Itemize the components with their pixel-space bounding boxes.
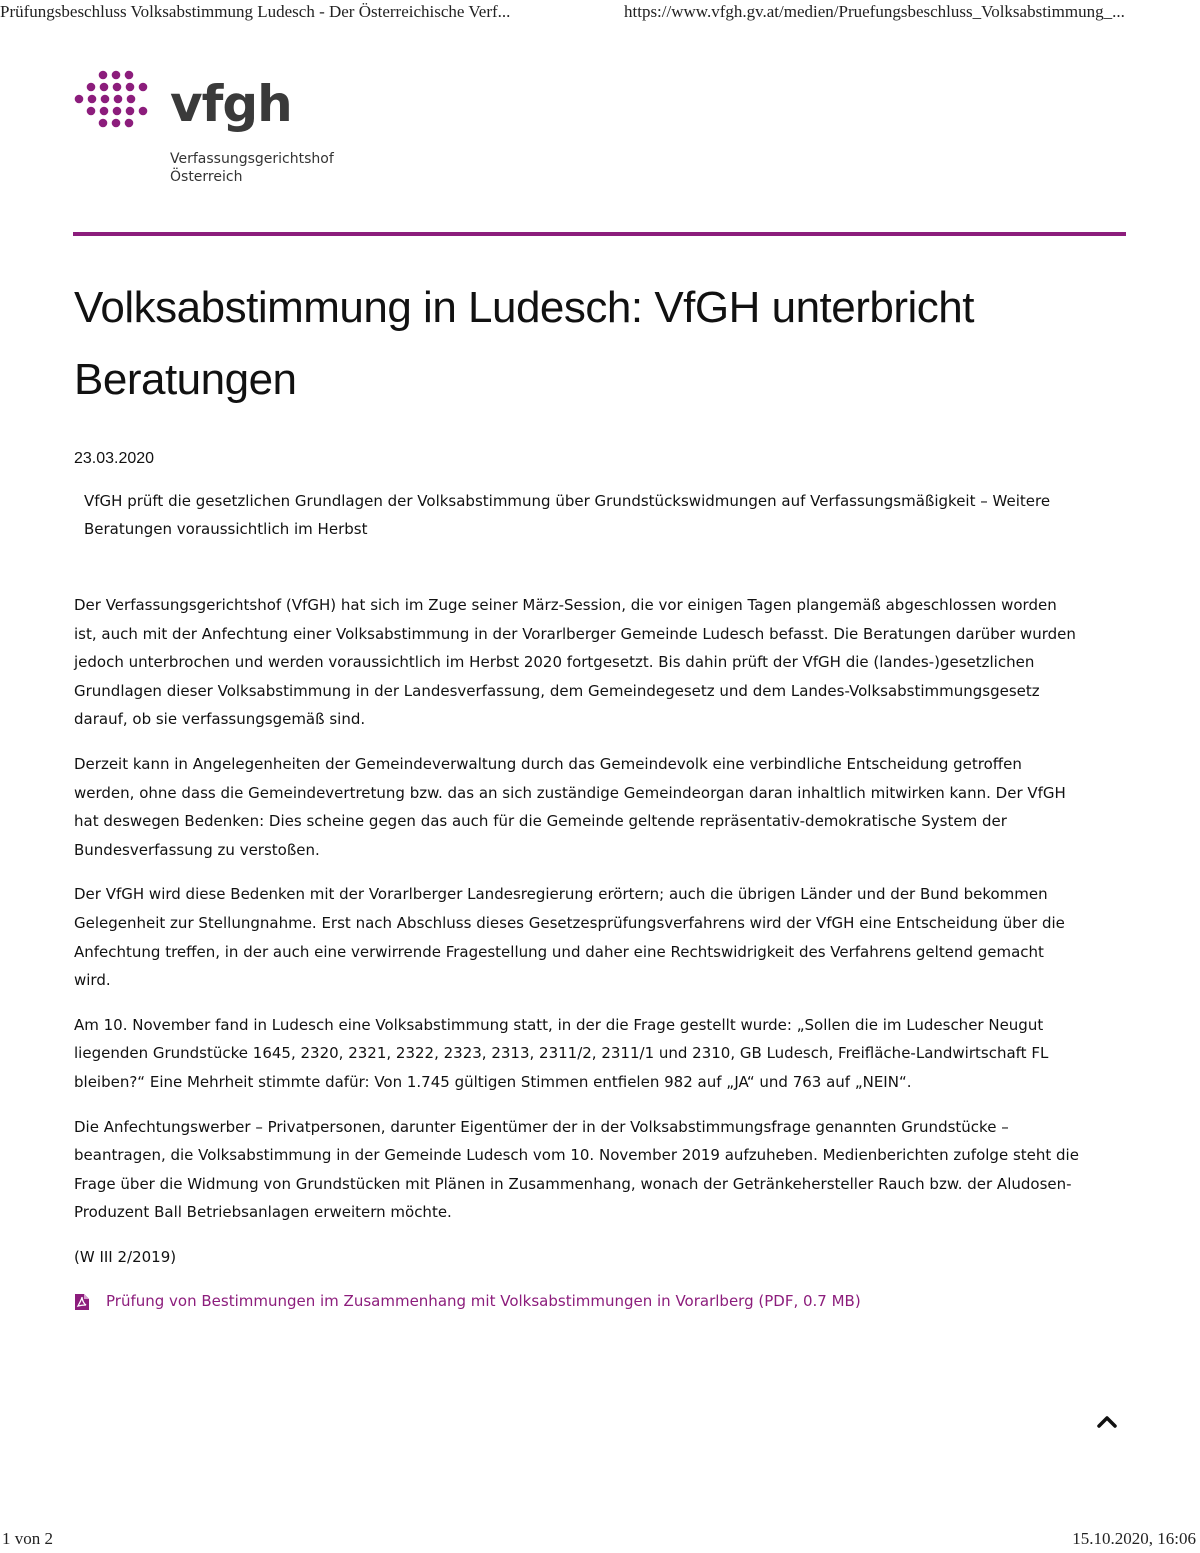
header-divider xyxy=(73,232,1126,236)
chevron-up-icon xyxy=(1094,1410,1120,1432)
print-datetime: 15.10.2020, 16:06 xyxy=(1072,1529,1196,1548)
article-paragraph: Der Verfassungsgerichtshof (VfGH) hat sich im Zuge seiner März-Session, die vor einigen Tagen plangemäß abgeschlossen worden ist, auch mit der Anfechtung einer Volksabstimmung in der Vorarlberger Gemeinde Ludesch befasst. Die Beratungen darüber wurden jedoch unterbrochen und werden voraussichtlich im Herbst 2020 fortgesetzt. Bis dahin prüft der VfGH die (landes-)gesetzlichen Grundlagen dieser Volksabstimmung in der Landesverfassung, dem Gemeindegesetz und dem Landes-Volksabstimmungsgesetz darauf, ob sie verfassungsgemäß sind. xyxy=(74,596,1076,729)
logo-wordmark: vfgh xyxy=(170,75,292,133)
print-footer xyxy=(0,1525,1200,1553)
back-to-top-button[interactable] xyxy=(1094,1410,1120,1432)
pdf-link-label: Prüfung von Bestimmungen im Zusammenhang mit Volksabstimmungen in Vorarlberg (PDF, 0.7 MB) xyxy=(106,1292,861,1311)
pdf-download-link[interactable] xyxy=(74,1287,1084,1316)
print-header xyxy=(0,0,1200,24)
logo-subtitle-line2: Österreich xyxy=(170,169,243,185)
logo-dots-icon xyxy=(74,70,154,132)
article-paragraph: Derzeit kann in Angelegenheiten der Gemeindeverwaltung durch das Gemeindevolk eine verbindliche Entscheidung getroffen werden, ohne dass die Gemeindevertretung bzw. das an sich zuständige Gemeindeorgan daran inhaltlich mitwirken kann. Der VfGH hat deswegen Bedenken: Dies scheine gegen das auch für die Gemeinde geltende repräsentativ-demokratische System der Bundesverfassung zu verstoßen. xyxy=(74,754,1066,859)
article-body xyxy=(74,591,1084,1316)
logo-subtitle-line1: Verfassungsgerichtshof xyxy=(170,151,334,167)
print-header-url: https://www.vfgh.gv.at/medien/Pruefungsbeschluss_Volksabstimmung_... xyxy=(624,2,1125,21)
vfgh-logo[interactable] xyxy=(74,70,374,190)
pdf-icon xyxy=(74,1293,90,1311)
print-header-title: Prüfungsbeschluss Volksabstimmung Ludesch - Der Österreichische Verf... xyxy=(0,2,511,21)
article-paragraph: Der VfGH wird diese Bedenken mit der Vorarlberger Landesregierung erörtern; auch die übrigen Länder und der Bund bekommen Gelegenheit zur Stellungnahme. Erst nach Abschluss dieses Gesetzesprüfungsverfahrens wird der VfGH eine Entscheidung über die Anfechtung treffen, in der auch eine verwirrende Fragestellung und daher eine Rechtswidrigkeit des Verfahrens geltend gemacht wird. xyxy=(74,885,1065,990)
article-paragraph: Am 10. November fand in Ludesch eine Volksabstimmung statt, in der die Frage gestellt wurde: „Sollen die im Ludescher Neugut liegenden Grundstücke 1645, 2320, 2321, 2322, 2323, 2313, 2311/2, 2311/1 und 2310, GB Ludesch, Freifläche-Landwirtschaft FL bleiben?“ Eine Mehrheit stimmte dafür: Von 1.745 gültigen Stimmen entfielen 982 auf „JA“ und 763 auf „NEIN“. xyxy=(74,1015,1049,1091)
print-page-number: 1 von 2 xyxy=(2,1529,53,1548)
publication-date: 23.03.2020 xyxy=(74,450,155,467)
article-paragraph: Die Anfechtungswerber – Privatpersonen, darunter Eigentümer der in der Volksabstimmungsfrage genannten Grundstücke – beantragen, die Volksabstimmung in der Gemeinde Ludesch vom 10. November 2019 aufzuheben. Medienberichten zufolge steht die Frage über die Widmung von Grundstücken mit Plänen in Zusammenhang, wonach der Getränkehersteller Rauch bzw. der Aludosen-Produzent Ball Betriebsanlagen erweitern möchte. xyxy=(74,1117,1079,1222)
page-title: Volksabstimmung in Ludesch: VfGH unterbricht Beratungen xyxy=(74,283,975,404)
case-reference: (W III 2/2019) xyxy=(74,1247,177,1266)
article-lead: VfGH prüft die gesetzlichen Grundlagen der Volksabstimmung über Grundstückswidmungen auf Verfassungsmäßigkeit – Weitere Beratungen voraussichtlich im Herbst xyxy=(84,492,1051,538)
